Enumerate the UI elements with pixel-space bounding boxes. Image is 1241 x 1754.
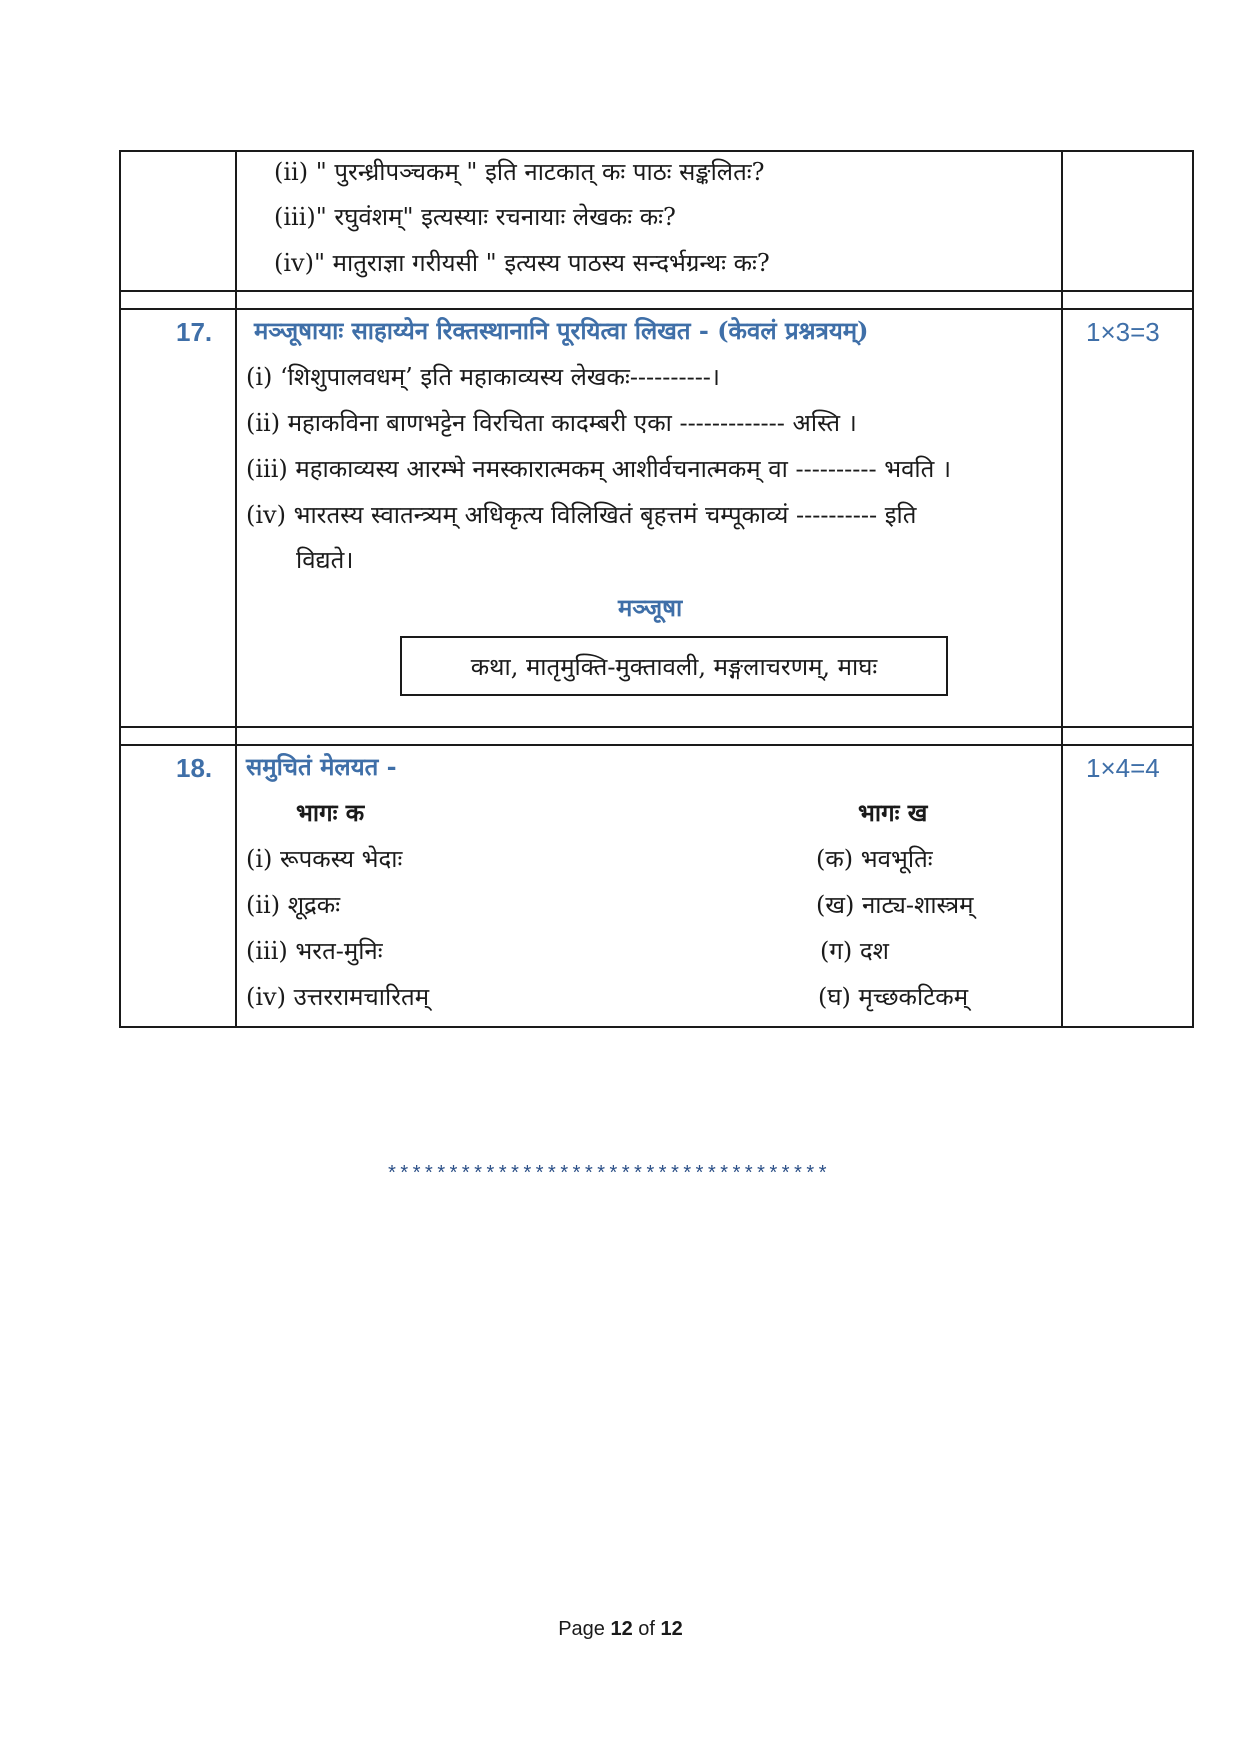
column-b-title: भागः ख (858, 798, 928, 827)
page-of: of (632, 1618, 661, 1640)
fill-blank-item: (ii) महाकविना बाणभट्टेन विरचिता कादम्बरी एका ------------- अस्ति । (246, 409, 857, 437)
current-page: 12 (610, 1618, 633, 1640)
column-b-item: (ख) नाट्य-शास्त्रम् (816, 891, 974, 919)
question-heading: समुचितं मेलयत - (246, 752, 397, 781)
column-b-item: (घ) मृच्छकटिकम् (818, 983, 969, 1011)
question-marks: 1×4=4 (1086, 753, 1160, 783)
total-pages: 12 (660, 1618, 683, 1640)
fill-blank-item: (iii) महाकाव्यस्य आरम्भे नमस्कारात्मकम् आशीर्वचनात्मकम् वा ---------- भवति । (246, 455, 952, 483)
word-box-words: कथा, मातृमुक्ति-मुक्तावली, मङ्गलाचरणम्, माघः (470, 652, 878, 681)
column-b-item: (ग) दश (820, 937, 889, 965)
fill-blank-item-continued: विद्यते। (296, 546, 354, 574)
word-box-title: मञ्जूषा (618, 593, 683, 622)
column-a-item: (ii) शूद्रकः (246, 891, 341, 919)
fill-blank-item: (i) ‘शिशुपालवधम्’ इति महाकाव्यस्य लेखकः----------। (246, 363, 721, 391)
column-a-item: (iii) भरत-मुनिः (246, 937, 383, 965)
question-number: 18. (176, 753, 213, 783)
column-a-item: (i) रूपकस्य भेदाः (246, 845, 403, 873)
q16-subquestion: (iii)" रघुवंशम्" इत्यस्याः रचनायाः लेखकः कः? (274, 203, 676, 231)
question-number: 17. (176, 317, 213, 347)
column-b-item: (क) भवभूतिः (816, 845, 933, 873)
end-of-paper-marker: ************************************ (386, 1164, 829, 1187)
fill-blank-item: (iv) भारतस्य स्वातन्त्र्यम् अधिकृत्य विलिखितं बृहत्तमं चम्पूकाव्यं ---------- इति (246, 501, 917, 529)
column-a-item: (iv) उत्तररामचारितम् (246, 983, 430, 1011)
word-box (400, 636, 948, 696)
q16-subquestion: (ii) " पुरन्ध्रीपञ्चकम् " इति नाटकात् कः पाठः सङ्कलितः? (274, 158, 765, 186)
question-marks: 1×3=3 (1086, 317, 1160, 347)
page-label: Page (558, 1618, 611, 1640)
page-footer (0, 1618, 1241, 1641)
question-heading: मञ्जूषायाः साहाय्येन रिक्तस्थानानि पूरयित्वा लिखत - (केवलं प्रश्नत्रयम्) (254, 316, 869, 345)
column-a-title: भागः क (296, 798, 365, 827)
q16-subquestion: (iv)" मातुराज्ञा गरीयसी " इत्यस्य पाठस्य सन्दर्भग्रन्थः कः? (274, 249, 770, 277)
